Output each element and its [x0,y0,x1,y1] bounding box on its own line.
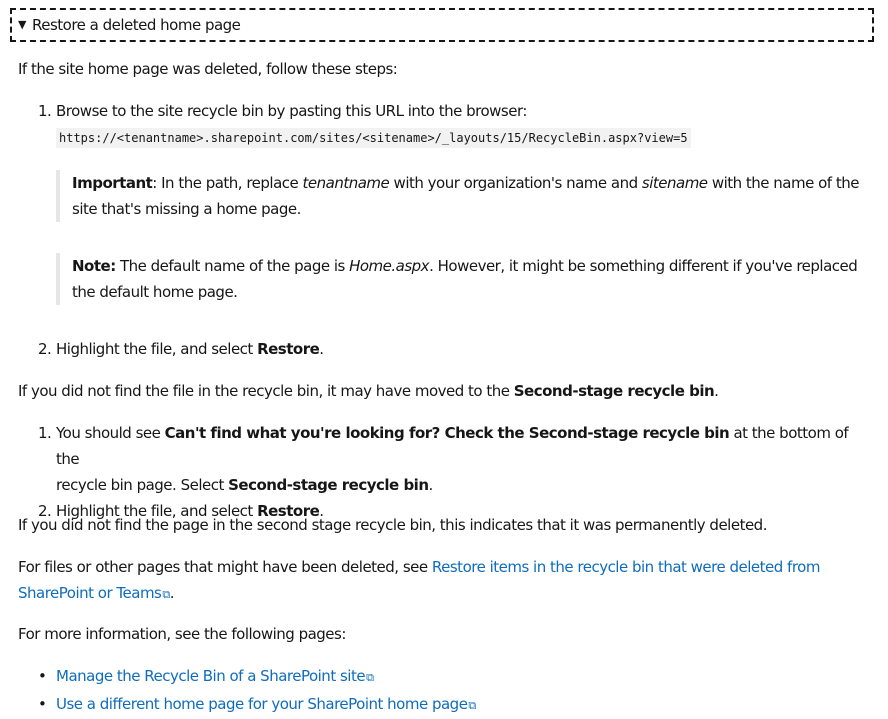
alert-italic: sitename [641,174,708,192]
steps-list-1b [18,336,868,362]
important-label: Important [72,174,153,192]
step-text: recycle bin page. Select [56,476,229,494]
alert-text: the default home page. [72,283,238,301]
list-number: 2. [38,340,52,358]
details-summary[interactable] [10,8,874,42]
paragraph-bold: Second-stage recycle bin [513,382,715,400]
different-home-page-link[interactable] [56,695,476,713]
external-link-icon: ⧉ [366,671,374,684]
summary-label: Restore a deleted home page [31,16,241,34]
alert-text: . However, it might be something different if you've replaced [429,257,858,275]
alert-italic: Home.aspx [349,257,430,275]
url-code: https://<tenantname>.sharepoint.com/sites/<sitename>/_layouts/15/RecycleBin.aspx?view=5 [56,128,691,148]
manage-recycle-bin-link[interactable] [56,667,373,685]
step-bold: Restore [257,502,320,520]
external-link-icon: ⧉ [162,588,170,601]
list-item [18,420,868,498]
note-label: Note: [72,257,116,275]
link-text: Restore items in the recycle bin that were deleted from [431,558,820,576]
step-text: Browse to the site recycle bin by pasting this URL into the browser: [56,102,527,120]
paragraph-text: For files or other pages that might have been deleted, see [18,558,432,576]
paragraph-text: . [714,382,719,400]
alert-text: site that's missing a home page. [72,200,301,218]
alert-text: The default name of the page is [115,257,350,275]
other-files-text [18,554,838,608]
step-text: Highlight the file, and select [56,502,258,520]
not-found-text-2: If you did not find the page in the second stage recycle bin, this indicates that it was permanently deleted. [18,516,767,534]
step-text: . [319,502,324,520]
not-found-text-1 [18,378,718,404]
steps-list-2 [18,420,868,524]
step-text: . [319,340,324,358]
step-text: Highlight the file, and select [56,340,258,358]
bullet-icon: • [38,667,47,685]
bullet-icon: • [38,695,47,713]
step-text: . [428,476,433,494]
list-item [18,98,868,150]
intro-text: If the site home page was deleted, follow these steps: [18,60,398,78]
alert-text: with the name of the [707,174,859,192]
step-text: at the bottom of the [56,424,849,468]
step-bold: Second-stage recycle bin [228,476,429,494]
link-text: Manage the Recycle Bin of a SharePoint site [56,667,366,685]
step-text: You should see [56,424,165,442]
paragraph-text: If you did not find the file in the recycle bin, it may have moved to the [18,382,514,400]
alert-text: : In the path, replace [152,174,303,192]
paragraph-text: . [169,584,175,602]
alert-text: with your organization's name and [389,174,642,192]
external-link-icon: ⧉ [468,699,476,712]
more-info-text: For more information, see the following pages: [18,625,346,643]
link-text: Use a different home page for your SharePoint home page [56,695,468,713]
important-alert [56,170,872,222]
list-number: 1. [38,102,52,120]
list-item [18,691,868,719]
links-list [18,663,868,719]
list-item [18,663,868,691]
list-number: 1. [38,424,52,442]
step-bold: Restore [257,340,320,358]
link-text: SharePoint or Teams [18,584,162,602]
alert-italic: tenantname [302,174,390,192]
step-bold: Can't find what you're looking for? Check the Second-stage recycle bin [164,424,730,442]
triangle-down-icon: ▼ [18,18,26,31]
note-alert [56,253,872,305]
steps-list-1 [18,98,868,150]
list-item [18,336,868,362]
list-number: 2. [38,502,52,520]
